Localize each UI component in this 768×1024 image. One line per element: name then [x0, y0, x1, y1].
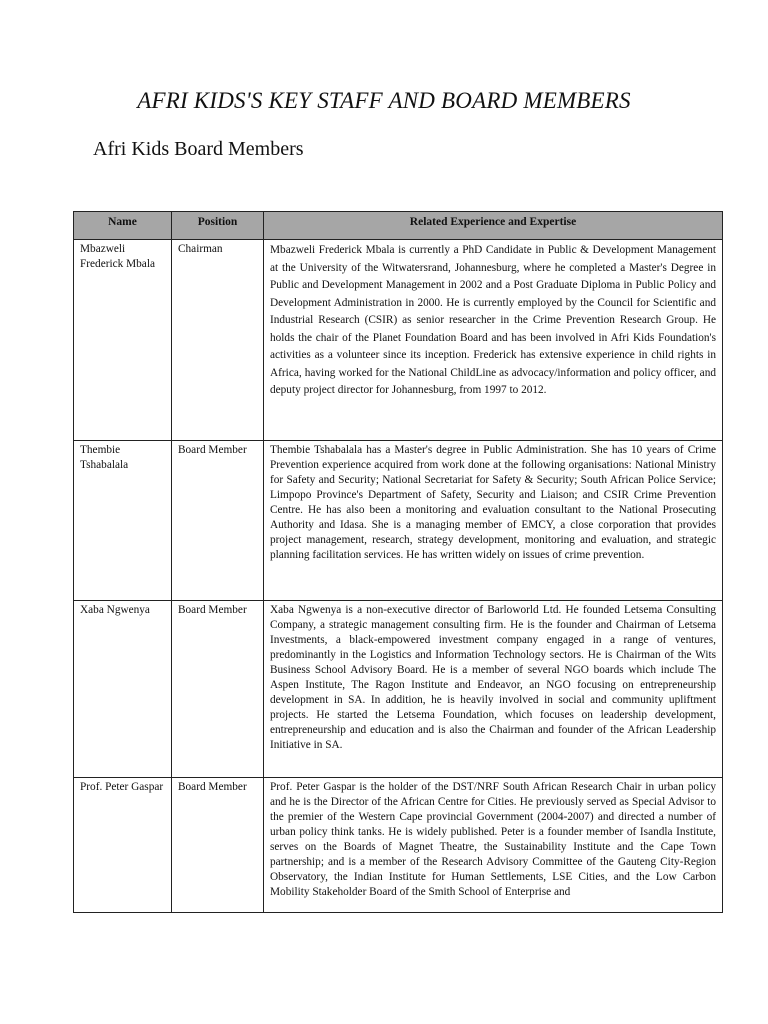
header-experience: Related Experience and Expertise — [264, 212, 723, 240]
member-experience: Xaba Ngwenya is a non-executive director of Barloworld Ltd. He founded Letsema Consulting Company, a strategic management consulting firm. He is the founder and Chairman of Letsema Investments, a black-empowered investment company engaged in a range of ventures, predominantly in the Logistics and Information Technology sectors. He is Chairman of the Wits Business School Advisory Board. He is a member of several NGO boards which include The Aspen Institute, The Ragon Institute and Endeavor, an NGO focusing on entrepreneurship development in SA. In addition, he is heavily involved in social and community upliftment projects. He started the Letsema Foundation, which focuses on leadership development, entrepreneurship and education and is also the Chairman and founder of the African Leadership Initiative in SA. — [264, 601, 723, 778]
member-experience: Thembie Tshabalala has a Master's degree in Public Administration. She has 10 years of Crime Prevention experience acquired from work done at the following organisations: National Ministry for Safety and Security; National Secretariat for Safety & Security; South African Police Service; Limpopo Province's Department of Safety, Security and Liaison; and CSIR Crime Prevention Centre. He has also been a monitoring and evaluation consultant to the National Prosecuting Authority and Idasa. She is a managing member of EMCY, a close corporation that provides project management, research, strategy development, monitoring and evaluation, and strategic planning facilitation services. He has written widely on issues of crime prevention. — [264, 441, 723, 601]
member-position: Board Member — [172, 778, 264, 913]
member-name: Mbazweli Frederick Mbala — [74, 240, 172, 441]
table-row — [74, 240, 723, 441]
member-position: Chairman — [172, 240, 264, 441]
table-header-row — [74, 212, 723, 240]
table-row — [74, 778, 723, 913]
document-title: AFRI KIDS'S KEY STAFF AND BOARD MEMBERS — [137, 88, 631, 113]
header-name: Name — [74, 212, 172, 240]
board-members-table — [73, 211, 723, 913]
table-row — [74, 601, 723, 778]
member-experience: Mbazweli Frederick Mbala is currently a PhD Candidate in Public & Development Management at the University of the Witwatersrand, Johannesburg, where he completed a Master's Degree in Public and Development Management in 2002 and a Post Graduate Diploma in Public Policy and Development Administration in 2000. He is currently employed by the Council for Scientific and Industrial Research (CSIR) as senior researcher in the Crime Prevention Research Group. He holds the chair of the Planet Foundation Board and has been involved in Afri Kids Foundation's activities as a volunteer since its inception. Frederick has extensive experience in child rights in Africa, having worked for the National ChildLine as advocacy/information and policy officer, and deputy project director for Johannesburg, from 1997 to 2012. — [264, 240, 723, 441]
member-name: Thembie Tshabalala — [74, 441, 172, 601]
member-experience: Prof. Peter Gaspar is the holder of the DST/NRF South African Research Chair in urban policy and he is the Director of the African Centre for Cities. He previously served as Special Advisor to the premier of the Western Cape provincial Government (2004-2007) and directed a number of urban policy think tanks. He is widely published. Peter is a founder member of Isandla Institute, serves on the Boards of Magnet Theatre, the Sustainability Institute and the Cape Town partnership; and is a member of the Research Advisory Committee of the Gauteng City-Region Observatory, the Indian Institute for Human Settlements, LSE Cities, and the Low Carbon Mobility Stakeholder Board of the Smith School of Enterprise and — [264, 778, 723, 913]
member-name: Prof. Peter Gaspar — [74, 778, 172, 913]
section-subtitle: Afri Kids Board Members — [93, 138, 304, 160]
member-position: Board Member — [172, 601, 264, 778]
member-name: Xaba Ngwenya — [74, 601, 172, 778]
table-row — [74, 441, 723, 601]
member-position: Board Member — [172, 441, 264, 601]
header-position: Position — [172, 212, 264, 240]
